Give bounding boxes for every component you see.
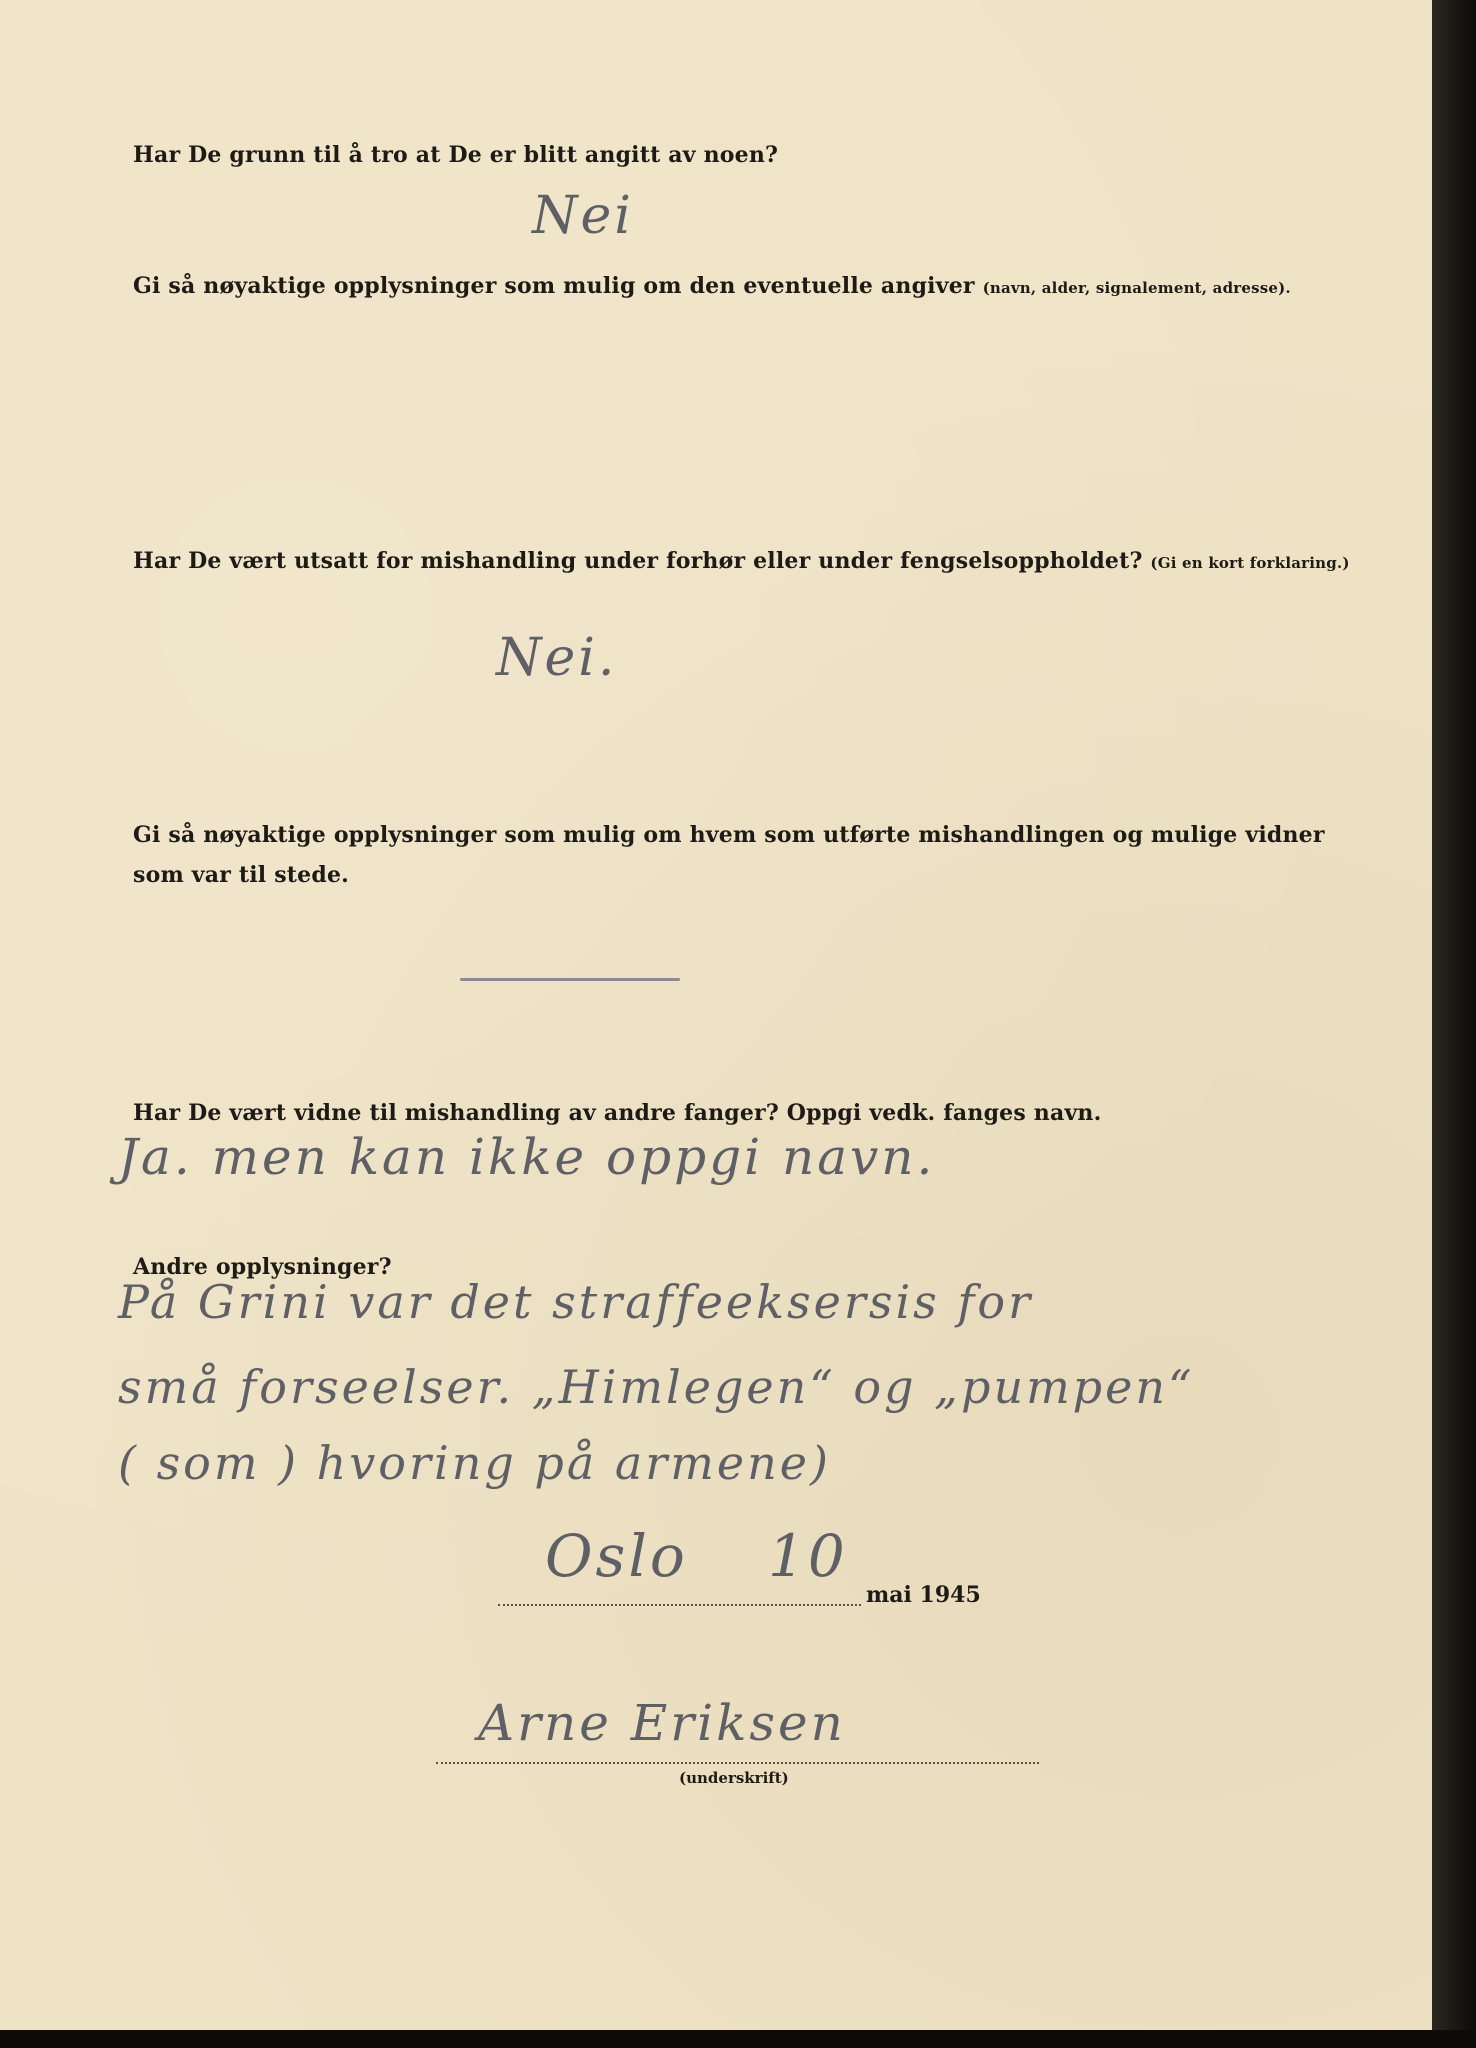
question-3-text: Har De vært utsatt for mishandling under forhør eller under fengselsoppholdet?	[133, 548, 1143, 574]
answer-6-line-2: små forseelser. „Himlegen“ og „pumpen“	[118, 1360, 1195, 1414]
question-4: Gi så nøyaktige opplysninger som mulig om hvem som utførte mishandlingen og mulige vidner som var til stede.	[133, 822, 1325, 888]
answer-6-line-1: På Grini var det straffeeksersis for	[118, 1275, 1034, 1329]
answer-1-handwritten: Nei	[532, 186, 634, 246]
scan-edge-bottom	[0, 2030, 1476, 2048]
question-2-note: (navn, alder, signalement, adresse).	[982, 279, 1291, 297]
scan-edge-right	[1432, 0, 1476, 2048]
signature-label: (underskrift)	[679, 1769, 789, 1787]
day-handwritten: 10	[768, 1522, 848, 1590]
question-3	[133, 541, 1350, 583]
place-handwritten: Oslo	[545, 1522, 688, 1590]
question-2	[133, 266, 1291, 308]
question-2-text: Gi så nøyaktige opplysninger som mulig om den eventuelle angiver	[133, 273, 975, 299]
signature-handwritten: Arne Eriksen	[478, 1694, 846, 1752]
question-5: Har De vært vidne til mishandling av andre fanger? Oppgi vedk. fanges navn.	[133, 1100, 1102, 1126]
question-3-note: (Gi en kort forklaring.)	[1150, 554, 1350, 572]
signature-dotted-line	[436, 1762, 1039, 1764]
question-1: Har De grunn til å tro at De er blitt angitt av noen?	[133, 142, 779, 168]
question-6: Andre opplysninger?	[133, 1254, 392, 1280]
date-printed: mai 1945	[866, 1582, 981, 1608]
date-dotted-line	[498, 1604, 861, 1606]
answer-3-handwritten: Nei.	[496, 628, 618, 688]
answer-6-line-3: ( som ) hvoring på armene)	[118, 1436, 831, 1490]
answer-4-dash	[460, 978, 680, 981]
answer-5-handwritten: Ja. men kan ikke oppgi navn.	[118, 1128, 936, 1186]
